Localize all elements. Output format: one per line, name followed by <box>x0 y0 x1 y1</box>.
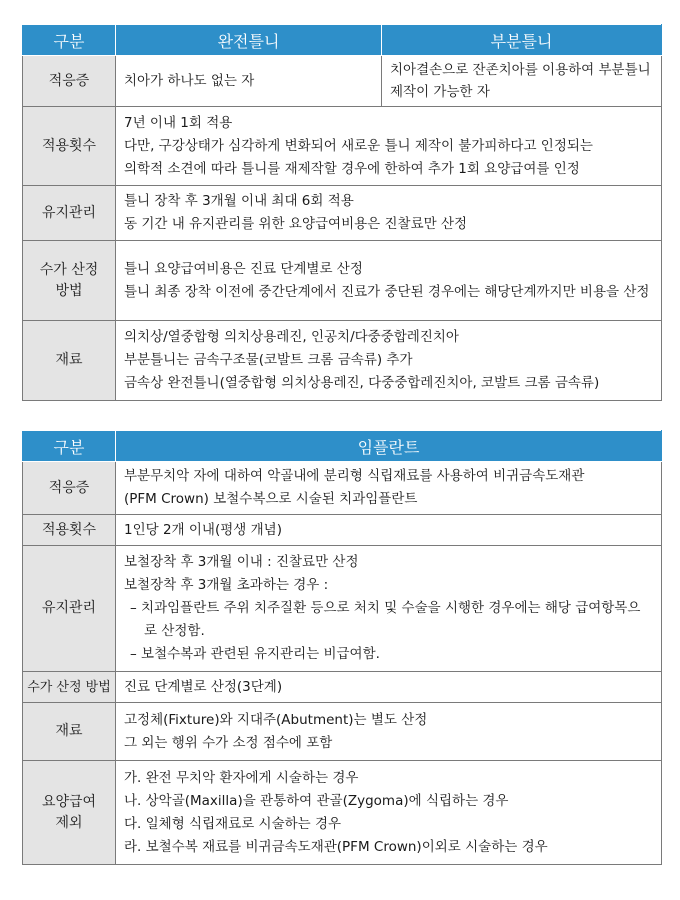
denture-table <box>22 24 662 401</box>
implant-material-row <box>23 703 662 761</box>
row-label-indication: 적응증 <box>23 462 116 515</box>
text-line: 보철장착 후 3개월 이내 : 진찰료만 산정 <box>124 554 359 570</box>
denture-material-row <box>23 321 662 401</box>
text-line: 그 외는 행위 수가 소정 점수에 포함 <box>124 734 333 751</box>
text-line: 다만, 구강상태가 심각하게 변화되어 새로운 틀니 제작이 불가피하다고 인정되는 <box>124 137 593 154</box>
row-label-material: 재료 <box>23 321 116 401</box>
implant-table <box>22 430 662 865</box>
label-line: 제외 <box>55 814 83 831</box>
text-line: 의학적 소견에 따라 틀니를 재제작할 경우에 한하여 추가 1회 요양급여를 인정 <box>124 160 580 177</box>
row-label-fee: 수가 산정 방법 <box>23 672 116 703</box>
denture-frequency-row <box>23 107 662 186</box>
text-line: 부분무치악 자에 대하여 악골내에 분리형 식립재료를 사용하여 비귀금속도재관 <box>124 468 585 484</box>
label-line: 수가 산정 <box>39 261 99 278</box>
row-label-exclusion <box>23 761 116 865</box>
row-label-maintenance: 유지관리 <box>23 186 116 241</box>
text-line: 보철장착 후 3개월 초과하는 경우 : <box>124 577 329 593</box>
header-category: 구분 <box>23 431 116 462</box>
text-line: 금속상 완전틀니(열중합형 의치상용레진, 다중중합레진치아, 코발트 크롬 금속류) <box>124 375 600 391</box>
row-label-maintenance: 유지관리 <box>23 546 116 672</box>
text-line: 의치상/열중합형 의치상용레진, 인공치/다중중합레진치아 <box>124 329 459 345</box>
implant-exclusion-value <box>116 761 662 865</box>
header-partial-denture: 부분틀니 <box>382 25 662 56</box>
denture-frequency-value <box>116 107 662 186</box>
implant-exclusion-row <box>23 761 662 865</box>
implant-maintenance-row <box>23 546 662 672</box>
complete-denture-indication: 치아가 하나도 없는 자 <box>116 56 382 107</box>
implant-frequency-row <box>23 515 662 546</box>
implant-indication-value <box>116 462 662 515</box>
text-line: 틀니 최종 장착 이전에 중간단계에서 진료가 중단된 경우에는 해당단계까지만 비용을 산정 <box>124 283 650 300</box>
text-line: 틀니 요양급여비용은 진료 단계별로 산정 <box>124 260 363 277</box>
denture-maintenance-value <box>116 186 662 241</box>
row-label-fee <box>23 241 116 321</box>
header-complete-denture: 완전틀니 <box>116 25 382 56</box>
implant-header-row <box>23 431 662 462</box>
implant-fee-row <box>23 672 662 703</box>
bullet-item <box>130 643 653 666</box>
header-category: 구분 <box>23 25 116 56</box>
row-label-indication: 적응증 <box>23 56 116 107</box>
implant-frequency-value: 1인당 2개 이내(평생 개념) <box>116 515 662 546</box>
dash-marker: – <box>130 646 137 662</box>
bullet-text: 보철수복과 관련된 유지관리는 비급여함. <box>141 646 380 662</box>
bullet-item <box>130 597 653 643</box>
text-line: 7년 이내 1회 적용 <box>124 114 233 131</box>
implant-maintenance-value <box>116 546 662 672</box>
text-line: (PFM Crown) 보철수복으로 시술된 치과임플란트 <box>124 491 418 507</box>
text-line: 틀니 장착 후 3개월 이내 최대 6회 적용 <box>124 193 354 209</box>
implant-indication-row <box>23 462 662 515</box>
label-line: 요양급여 <box>41 793 97 810</box>
implant-fee-value: 진료 단계별로 산정(3단계) <box>116 672 662 703</box>
text-line: 고정체(Fixture)와 지대주(Abutment)는 별도 산정 <box>124 711 428 728</box>
dash-marker: – <box>130 600 137 616</box>
denture-material-value <box>116 321 662 401</box>
text-line: 나. 상악골(Maxilla)을 관통하여 관골(Zygoma)에 식립하는 경우 <box>124 792 509 809</box>
text-line: 동 기간 내 유지관리를 위한 요양급여비용은 진찰료만 산정 <box>124 216 468 232</box>
bullet-text: 치과임플란트 주위 치주질환 등으로 처치 및 수술을 시행한 경우에는 해당 급여항목으로 산정함. <box>141 600 641 639</box>
implant-material-value <box>116 703 662 761</box>
text-line: 라. 보철수복 재료를 비귀금속도재관(PFM Crown)이외로 시술하는 경우 <box>124 838 548 855</box>
denture-fee-value <box>116 241 662 321</box>
row-label-frequency: 적용횟수 <box>23 107 116 186</box>
text-line: 가. 완전 무치악 환자에게 시술하는 경우 <box>124 769 359 786</box>
row-label-frequency: 적용횟수 <box>23 515 116 546</box>
denture-maintenance-row <box>23 186 662 241</box>
denture-fee-row <box>23 241 662 321</box>
row-label-material: 재료 <box>23 703 116 761</box>
label-line: 방법 <box>55 282 83 299</box>
denture-indication-row <box>23 56 662 107</box>
text-line: 부분틀니는 금속구조물(코발트 크롬 금속류) 추가 <box>124 352 413 368</box>
denture-header-row <box>23 25 662 56</box>
header-implant: 임플란트 <box>116 431 662 462</box>
text-line: 다. 일체형 식립재료로 시술하는 경우 <box>124 815 342 832</box>
partial-denture-indication: 치아결손으로 잔존치아를 이용하여 부분틀니 제작이 가능한 자 <box>382 56 662 107</box>
